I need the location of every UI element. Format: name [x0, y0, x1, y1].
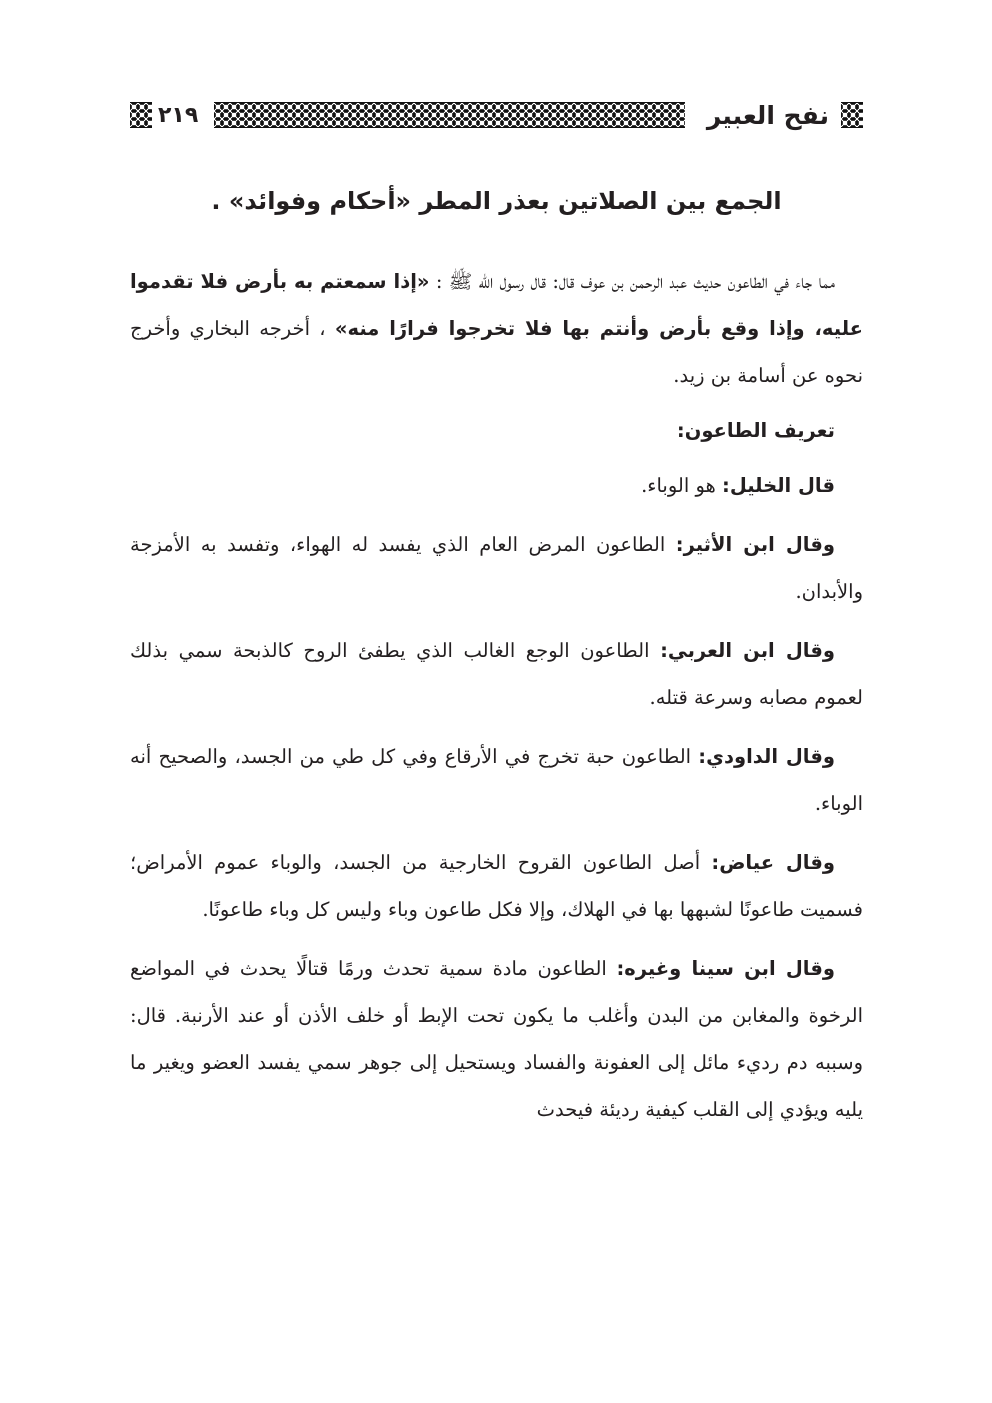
section-heading: تعريف الطاعون: — [676, 419, 835, 442]
intro-source: ، أخرجه البخاري وأخرج نحوه عن أسامة بن زيد. — [130, 317, 863, 387]
definition-paragraph — [130, 839, 863, 933]
intro-text: مما جاء في الطاعون حديث عبد الرحمن بن عوف قال: قال رسول الله ﷺ : — [435, 270, 835, 293]
definition-paragraph — [130, 462, 863, 509]
hadith-quote: «إذا سمعتم به بأرض فلا تقدموا عليه، وإذا وقع بأرض وأنتم بها فلا تخرجوا فرارًا منه» — [130, 270, 863, 340]
definition-speaker: وقال ابن الأثير: — [675, 533, 835, 556]
ornament-border — [841, 102, 863, 128]
ornament-border — [214, 102, 685, 128]
definition-text: الطاعون مادة سمية تحدث ورمًا قتالًا يحدث في المواضع الرخوة والمغابن من البدن وأغلب ما يكون تحت الإبط أو خلف الأذن أو عند الأرنبة. قال: وسببه دم رديء مائل إلى العفونة والفساد ويستحيل إلى جوهر سمي يفسد العضو ويغير ما يليه ويؤدي إلى القلب كيفية رديئة فيحدث — [130, 957, 863, 1121]
definition-speaker: وقال الداودي: — [698, 745, 835, 768]
definition-speaker: قال الخليل: — [722, 474, 835, 497]
definition-paragraph — [130, 521, 863, 615]
definition-text: أصل الطاعون القروح الخارجية من الجسد، والوباء عموم الأمراض؛ فسميت طاعونًا لشبهها بها في الهلاك، وإلا فكل طاعون وباء وليس كل وباء طاعونًا. — [130, 851, 863, 921]
definition-paragraph — [130, 945, 863, 1133]
definition-paragraph — [130, 627, 863, 721]
definition-speaker: وقال عياض: — [711, 851, 835, 874]
ornament-border — [130, 102, 152, 128]
section-heading-paragraph — [130, 407, 863, 454]
definition-text: الطاعون المرض العام الذي يفسد له الهواء، وتفسد به الأمزجة والأبدان. — [130, 533, 863, 603]
page-number: ٢١٩ — [158, 102, 199, 128]
intro-paragraph — [130, 258, 863, 399]
definition-speaker: وقال ابن سينا وغيره: — [616, 957, 835, 980]
body-text — [130, 258, 863, 1145]
book-title: نفح العبير — [706, 100, 829, 130]
definition-speaker: وقال ابن العربي: — [660, 639, 835, 662]
definition-text: الطاعون الوجع الغالب الذي يطفئ الروح كالذبحة سمي بذلك لعموم مصابه وسرعة قتله. — [130, 639, 863, 709]
definition-paragraph — [130, 733, 863, 827]
definition-text: هو الوباء. — [641, 474, 723, 497]
page-title: الجمع بين الصلاتين بعذر المطر «أحكام وفوائد» . — [211, 187, 782, 215]
running-header — [130, 98, 863, 132]
definition-text: الطاعون حبة تخرج في الأرقاع وفي كل طي من الجسد، والصحيح أنه الوباء. — [130, 745, 863, 815]
